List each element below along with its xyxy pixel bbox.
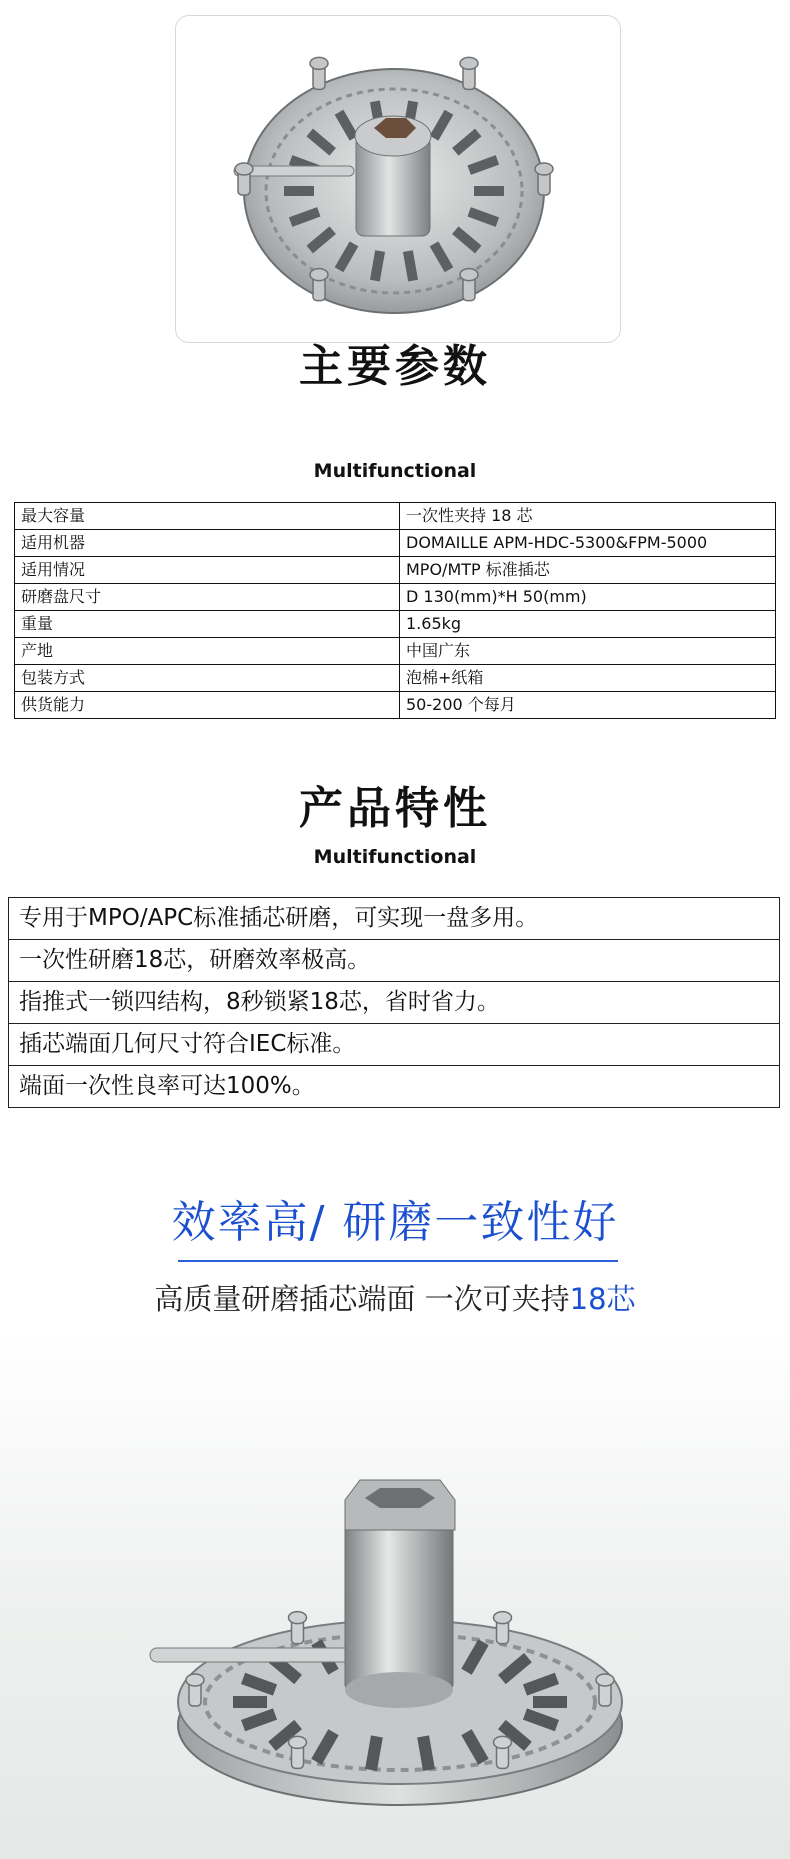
params-table [14, 502, 776, 719]
tagline-text: 高质量研磨插芯端面 一次可夹持 [154, 1282, 570, 1316]
param-value: 泡棉+纸箱 [400, 665, 776, 692]
title-underline [178, 1260, 618, 1262]
param-value: 中国广东 [400, 638, 776, 665]
list-item: 一次性研磨18芯，研磨效率极高。 [9, 939, 779, 981]
param-value: MPO/MTP 标准插芯 [400, 557, 776, 584]
pin-knob [596, 1674, 614, 1686]
table-row [15, 584, 776, 611]
param-key: 产地 [15, 638, 400, 665]
param-value: D 130(mm)*H 50(mm) [400, 584, 776, 611]
tagline-highlight: 18芯 [569, 1282, 636, 1316]
table-row [15, 611, 776, 638]
pin-knob [460, 57, 478, 69]
fixture-slot [474, 186, 504, 196]
table-row [15, 557, 776, 584]
pin-knob [235, 163, 253, 175]
param-key: 最大容量 [15, 503, 400, 530]
fixture-slot [233, 1696, 267, 1708]
product-photo-bottom [0, 1330, 790, 1859]
param-key: 适用机器 [15, 530, 400, 557]
pin-knob [310, 269, 328, 281]
highlight-title: 效率高/ 研磨一致性好 [171, 1197, 619, 1248]
pin-knob [460, 269, 478, 281]
list-item: 插芯端面几何尺寸符合IEC标准。 [9, 1023, 779, 1065]
param-value: 50-200 个每月 [400, 692, 776, 719]
param-key: 适用情况 [15, 557, 400, 584]
param-key: 研磨盘尺寸 [15, 584, 400, 611]
pin-knob [494, 1612, 512, 1624]
features-title: 产品特性 [299, 783, 491, 834]
features-subtitle: Multifunctional [313, 846, 477, 868]
pin-knob [289, 1736, 307, 1748]
polishing-fixture-top-image [176, 16, 620, 342]
param-value: 1.65kg [400, 611, 776, 638]
pin-knob [310, 57, 328, 69]
pin-knob [494, 1736, 512, 1748]
table-row [15, 665, 776, 692]
params-title: 主要参数 [299, 341, 491, 392]
fixture-slot [533, 1696, 567, 1708]
polishing-fixture-perspective-image [0, 1330, 790, 1859]
params-subtitle: Multifunctional [313, 460, 477, 482]
table-row [15, 503, 776, 530]
product-photo-top [175, 15, 621, 343]
table-row [15, 638, 776, 665]
param-key: 重量 [15, 611, 400, 638]
list-item: 端面一次性良率可达100%。 [9, 1065, 779, 1107]
table-row [15, 692, 776, 719]
list-item: 指推式一锁四结构，8秒锁紧18芯，省时省力。 [9, 981, 779, 1023]
list-item: 专用于MPO/APC标准插芯研磨，可实现一盘多用。 [19, 905, 539, 931]
pin-knob [535, 163, 553, 175]
pin-knob [186, 1674, 204, 1686]
table-row [15, 530, 776, 557]
param-key: 供货能力 [15, 692, 400, 719]
param-key: 包装方式 [15, 665, 400, 692]
param-value: 一次性夹持 18 芯 [400, 503, 776, 530]
fixture-slot [284, 186, 314, 196]
pin-knob [289, 1612, 307, 1624]
highlight-tagline [0, 1277, 790, 1318]
features-list [8, 897, 780, 1108]
param-value: DOMAILLE APM-HDC-5300&FPM-5000 [400, 530, 776, 557]
